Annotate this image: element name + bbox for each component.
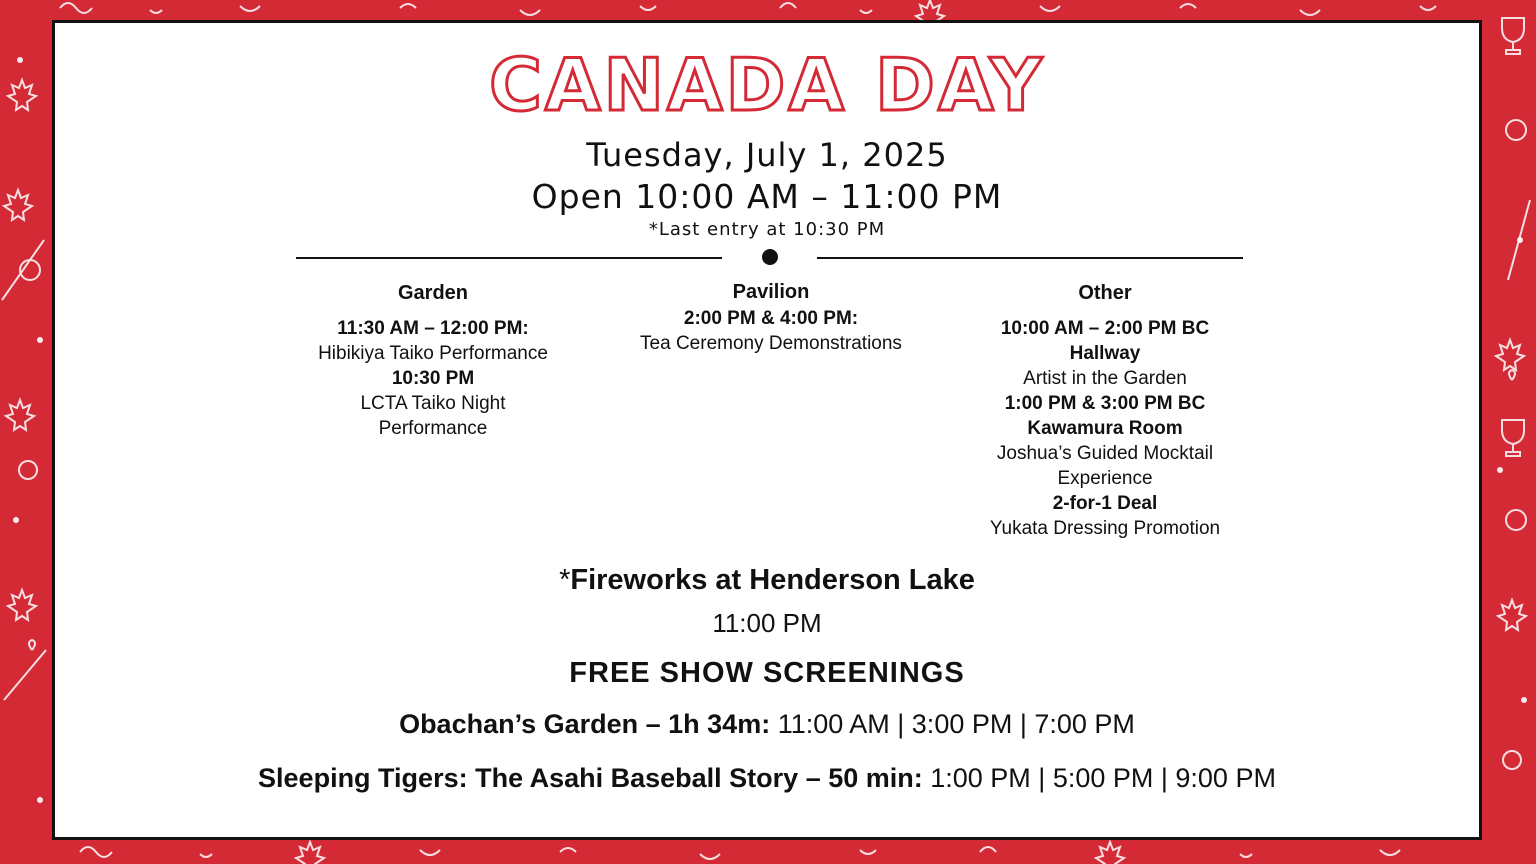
fireworks-label: Fireworks at Henderson Lake [570, 564, 975, 596]
divider-left [296, 257, 722, 259]
screening-item [55, 763, 1479, 794]
garden-time-2: 10:30 PM [391, 368, 475, 389]
maple-leaf-icon [1096, 842, 1124, 864]
event-date: Tuesday, July 1, 2025 [586, 136, 948, 174]
opening-hours: Open 10:00 AM – 11:00 PM [531, 177, 1003, 216]
maple-leaf-icon [296, 842, 324, 864]
fireworks-asterisk: * [559, 564, 571, 596]
page-title: CANADA DAY [489, 43, 1045, 127]
fireworks-time: 11:00 PM [712, 608, 822, 638]
last-entry-note: *Last entry at 10:30 PM [648, 219, 886, 240]
maple-leaf-icon [6, 400, 34, 430]
garden-heading: Garden [397, 282, 469, 304]
maple-leaf-icon [8, 80, 36, 110]
maple-leaf-icon [8, 590, 36, 620]
trophy-icon [1502, 18, 1524, 54]
screening-item [55, 709, 1479, 740]
other-event-1: Artist in the Garden [1023, 368, 1187, 389]
maple-leaf-icon [1496, 340, 1524, 370]
other-time-2: 1:00 PM & 3:00 PM BC [1004, 393, 1206, 414]
garden-event-2-line-1: LCTA Taiko Night [360, 393, 506, 414]
divider-right [817, 257, 1243, 259]
other-event-2-line-2: Experience [1057, 468, 1153, 489]
other-place-2: Kawamura Room [1027, 418, 1183, 439]
pavilion-event-1: Tea Ceremony Demonstrations [640, 333, 902, 354]
maple-leaf-icon [1498, 600, 1526, 630]
garden-event-1: Hibikiya Taiko Performance [318, 343, 548, 364]
garden-column [263, 281, 603, 441]
pavilion-heading: Pavilion [732, 281, 810, 303]
other-event-2-line-1: Joshua’s Guided Mocktail [996, 443, 1214, 464]
other-deal: 2-for-1 Deal [1052, 493, 1158, 514]
other-event-3: Yukata Dressing Promotion [989, 518, 1221, 539]
other-time-1: 10:00 AM – 2:00 PM BC [1000, 318, 1210, 339]
screening-title: Obachan’s Garden – 1h 34m: [399, 709, 771, 739]
other-column [935, 281, 1275, 541]
pavilion-time-1: 2:00 PM & 4:00 PM: [683, 308, 859, 329]
other-place-1: Hallway [1069, 343, 1141, 364]
other-heading: Other [1078, 282, 1132, 304]
garden-event-2-line-2: Performance [378, 418, 488, 439]
garden-time-1: 11:30 AM – 12:00 PM: [337, 318, 529, 339]
event-card [52, 20, 1482, 840]
divider-dot [762, 249, 778, 265]
screening-times: 1:00 PM | 5:00 PM | 9:00 PM [922, 763, 1276, 793]
pavilion-column [601, 280, 941, 356]
fireworks-title [55, 564, 1479, 597]
maple-leaf-icon [4, 190, 32, 220]
trophy-icon [1502, 420, 1524, 456]
screenings-heading: FREE SHOW SCREENINGS [569, 657, 965, 689]
screening-times: 11:00 AM | 3:00 PM | 7:00 PM [770, 709, 1135, 739]
screening-title: Sleeping Tigers: The Asahi Baseball Story – 50 min: [258, 763, 923, 793]
